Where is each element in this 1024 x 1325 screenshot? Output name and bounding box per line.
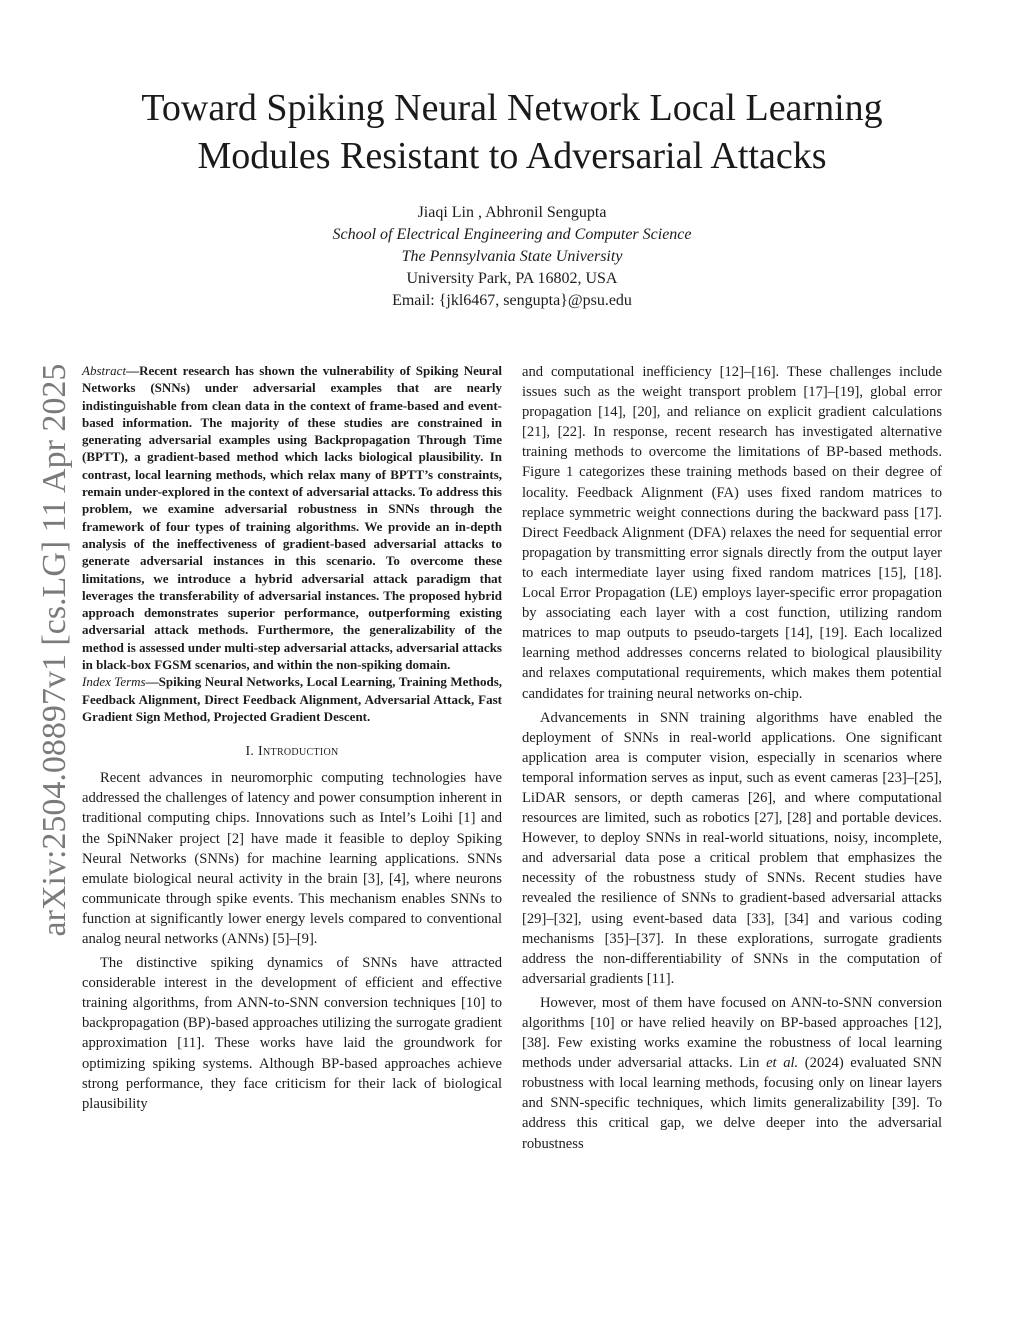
intro-paragraph-2: The distinctive spiking dynamics of SNNs have attracted considerable interest in the development of efficient and effective training algorithms, from ANN-to-SNN conversion techniques [10] to backpropagation (BP)-based approaches utilizing the surrogate gradient approximation [11]. These works have laid the groundwork for optimizing spiking systems. Although BP-based approaches achieve strong performance, they face criticism for their lack of biological plausibility: [82, 955, 502, 1112]
arxiv-identifier: arXiv:2504.08897v1 [cs.LG] 11 Apr 2025: [36, 363, 73, 937]
author-department: School of Electrical Engineering and Computer Science: [332, 226, 692, 243]
index-terms: [82, 673, 502, 725]
abstract-lead: Abstract: [82, 363, 127, 378]
author-email: Email: {jkl6467, sengupta}@psu.edu: [392, 292, 632, 309]
abstract-text: —Recent research has shown the vulnerability of Spiking Neural Networks (SNNs) under adversarial examples that are nearly indistinguishable from clean data in the context of frame-based and event-based information. The majority of these studies are constrained in generating adversarial examples using Backpropagation Through Time (BPTT), a gradient-based method which lacks biological plausibility. In contrast, local learning methods, which relax many of BPTT’s constraints, remain under-explored in the context of adversarial attacks. To address this problem, we examine adversarial robustness in SNNs through the framework of four types of training algorithms. We provide an in-depth analysis of the ineffectiveness of gradient-based adversarial attacks to generate adversarial instances in this scenario. To overcome these limitations, we introduce a hybrid adversarial attack paradigm that leverages the transferability of adversarial instances. The proposed hybrid approach demonstrates superior performance, outperforming existing adversarial attack methods. Furthermore, the generalizability of the method is assessed under multi-step adversarial attacks, adversarial attacks in black-box FGSM scenarios, and within the non-spiking domain.: [82, 363, 502, 673]
index-terms-lead: Index Terms: [82, 674, 146, 690]
index-terms-text: —Spiking Neural Networks, Local Learning, Training Methods, Feedback Alignment, Direct Feedback Alignment, Adversarial Attack, Fast Gradient Sign Method, Projected Gradient Descent.: [82, 674, 502, 724]
author-names: Jiaqi Lin , Abhronil Sengupta: [417, 204, 607, 221]
et-al: et al.: [766, 1055, 799, 1072]
intro-paragraph-2-continued: and computational inefficiency [12]–[16]. These challenges include issues such as the weight transport problem [17]–[19], global error propagation [14], [20], and reliance on explicit gradient calculations [21], [22]. In response, recent research has investigated alternative training methods to overcome the limitations of BP-based methods. Figure 1 categorizes these training methods based on their degree of locality. Feedback Alignment (FA) uses fixed random matrices to replace symmetric weight connections during the backward pass [17]. Direct Feedback Alignment (DFA) relaxes the need for sequential error propagation by transmitting error signals directly from the output layer to each intermediate layer using fixed random matrices [15], [18]. Local Error Propagation (LE) employs layer-specific error propagation by associating each layer with a cost function, utilizing random matrices to map outputs to pseudo-targets [14], [19]. Each localized learning method addresses concerns related to biological plausibility and relaxes computational requirements, which makes them potential candidates for training neural networks on-chip.: [522, 364, 942, 702]
paper-title: Toward Spiking Neural Network Local Learning Modules Resistant to Adversarial Attacks: [141, 87, 883, 177]
right-column: [522, 362, 942, 1154]
author-address: University Park, PA 16802, USA: [406, 270, 618, 287]
section-heading-introduction: [82, 742, 502, 762]
intro-paragraph-4: [522, 993, 942, 1154]
intro-paragraph-1: Recent advances in neuromorphic computing technologies have addressed the challenges of latency and power consumption inherent in traditional computing chips. Innovations such as Intel’s Loihi [1] and the SpiNNaker project [2] have made it feasible to deploy Spiking Neural Networks (SNNs) for machine learning applications. SNNs emulate biological neural activity in the brain [3], [4], where neurons communicate through spike events. This mechanism enables SNNs to function at significantly lower energy levels compared to conventional analog neural networks (ANNs) [5]–[9].: [82, 770, 502, 947]
author-university: The Pennsylvania State University: [401, 248, 623, 265]
abstract: [82, 362, 502, 673]
section-numeral: I.: [245, 744, 255, 760]
section-title: Introduction: [258, 744, 339, 760]
author-block: [160, 202, 864, 312]
intro-paragraph-4-start: However, most of them have focused on ANN-to-SNN conversion algorithms [10] or have relied heavily on BP-based approaches [12], [38]. Few existing works examine the robustness of local learning methods under adversarial attacks. Lin: [522, 994, 942, 1072]
intro-paragraph-4-end: (2024) evaluated SNN robustness with local learning methods, focusing only on linear layers and SNN-specific techniques, which limits generalizability [39]. To address this critical gap, we delve deeper into the adversarial robustness: [522, 1055, 942, 1152]
left-column: [82, 362, 502, 1114]
intro-paragraph-3: Advancements in SNN training algorithms have enabled the deployment of SNNs in real-world applications. One significant application area is computer vision, especially in scenarios where temporal information serves as input, such as event cameras [23]–[25], LiDAR sensors, or depth cameras [26], and where computational resources are limited, such as robotics [27], [28] and portable devices. However, to deploy SNNs in real-world situations, noisy, incomplete, and adversarial data pose a critical problem that emphasizes the necessity of the robustness study of SNNs. Recent studies have revealed the resilience of SNNs to gradient-based adversarial attacks [29]–[32], using event-based data [33], [34] and various coding mechanisms [35]–[37]. In these explorations, surrogate gradients address the non-differentiability of SNNs in the computation of adversarial gradients [11].: [522, 709, 942, 987]
